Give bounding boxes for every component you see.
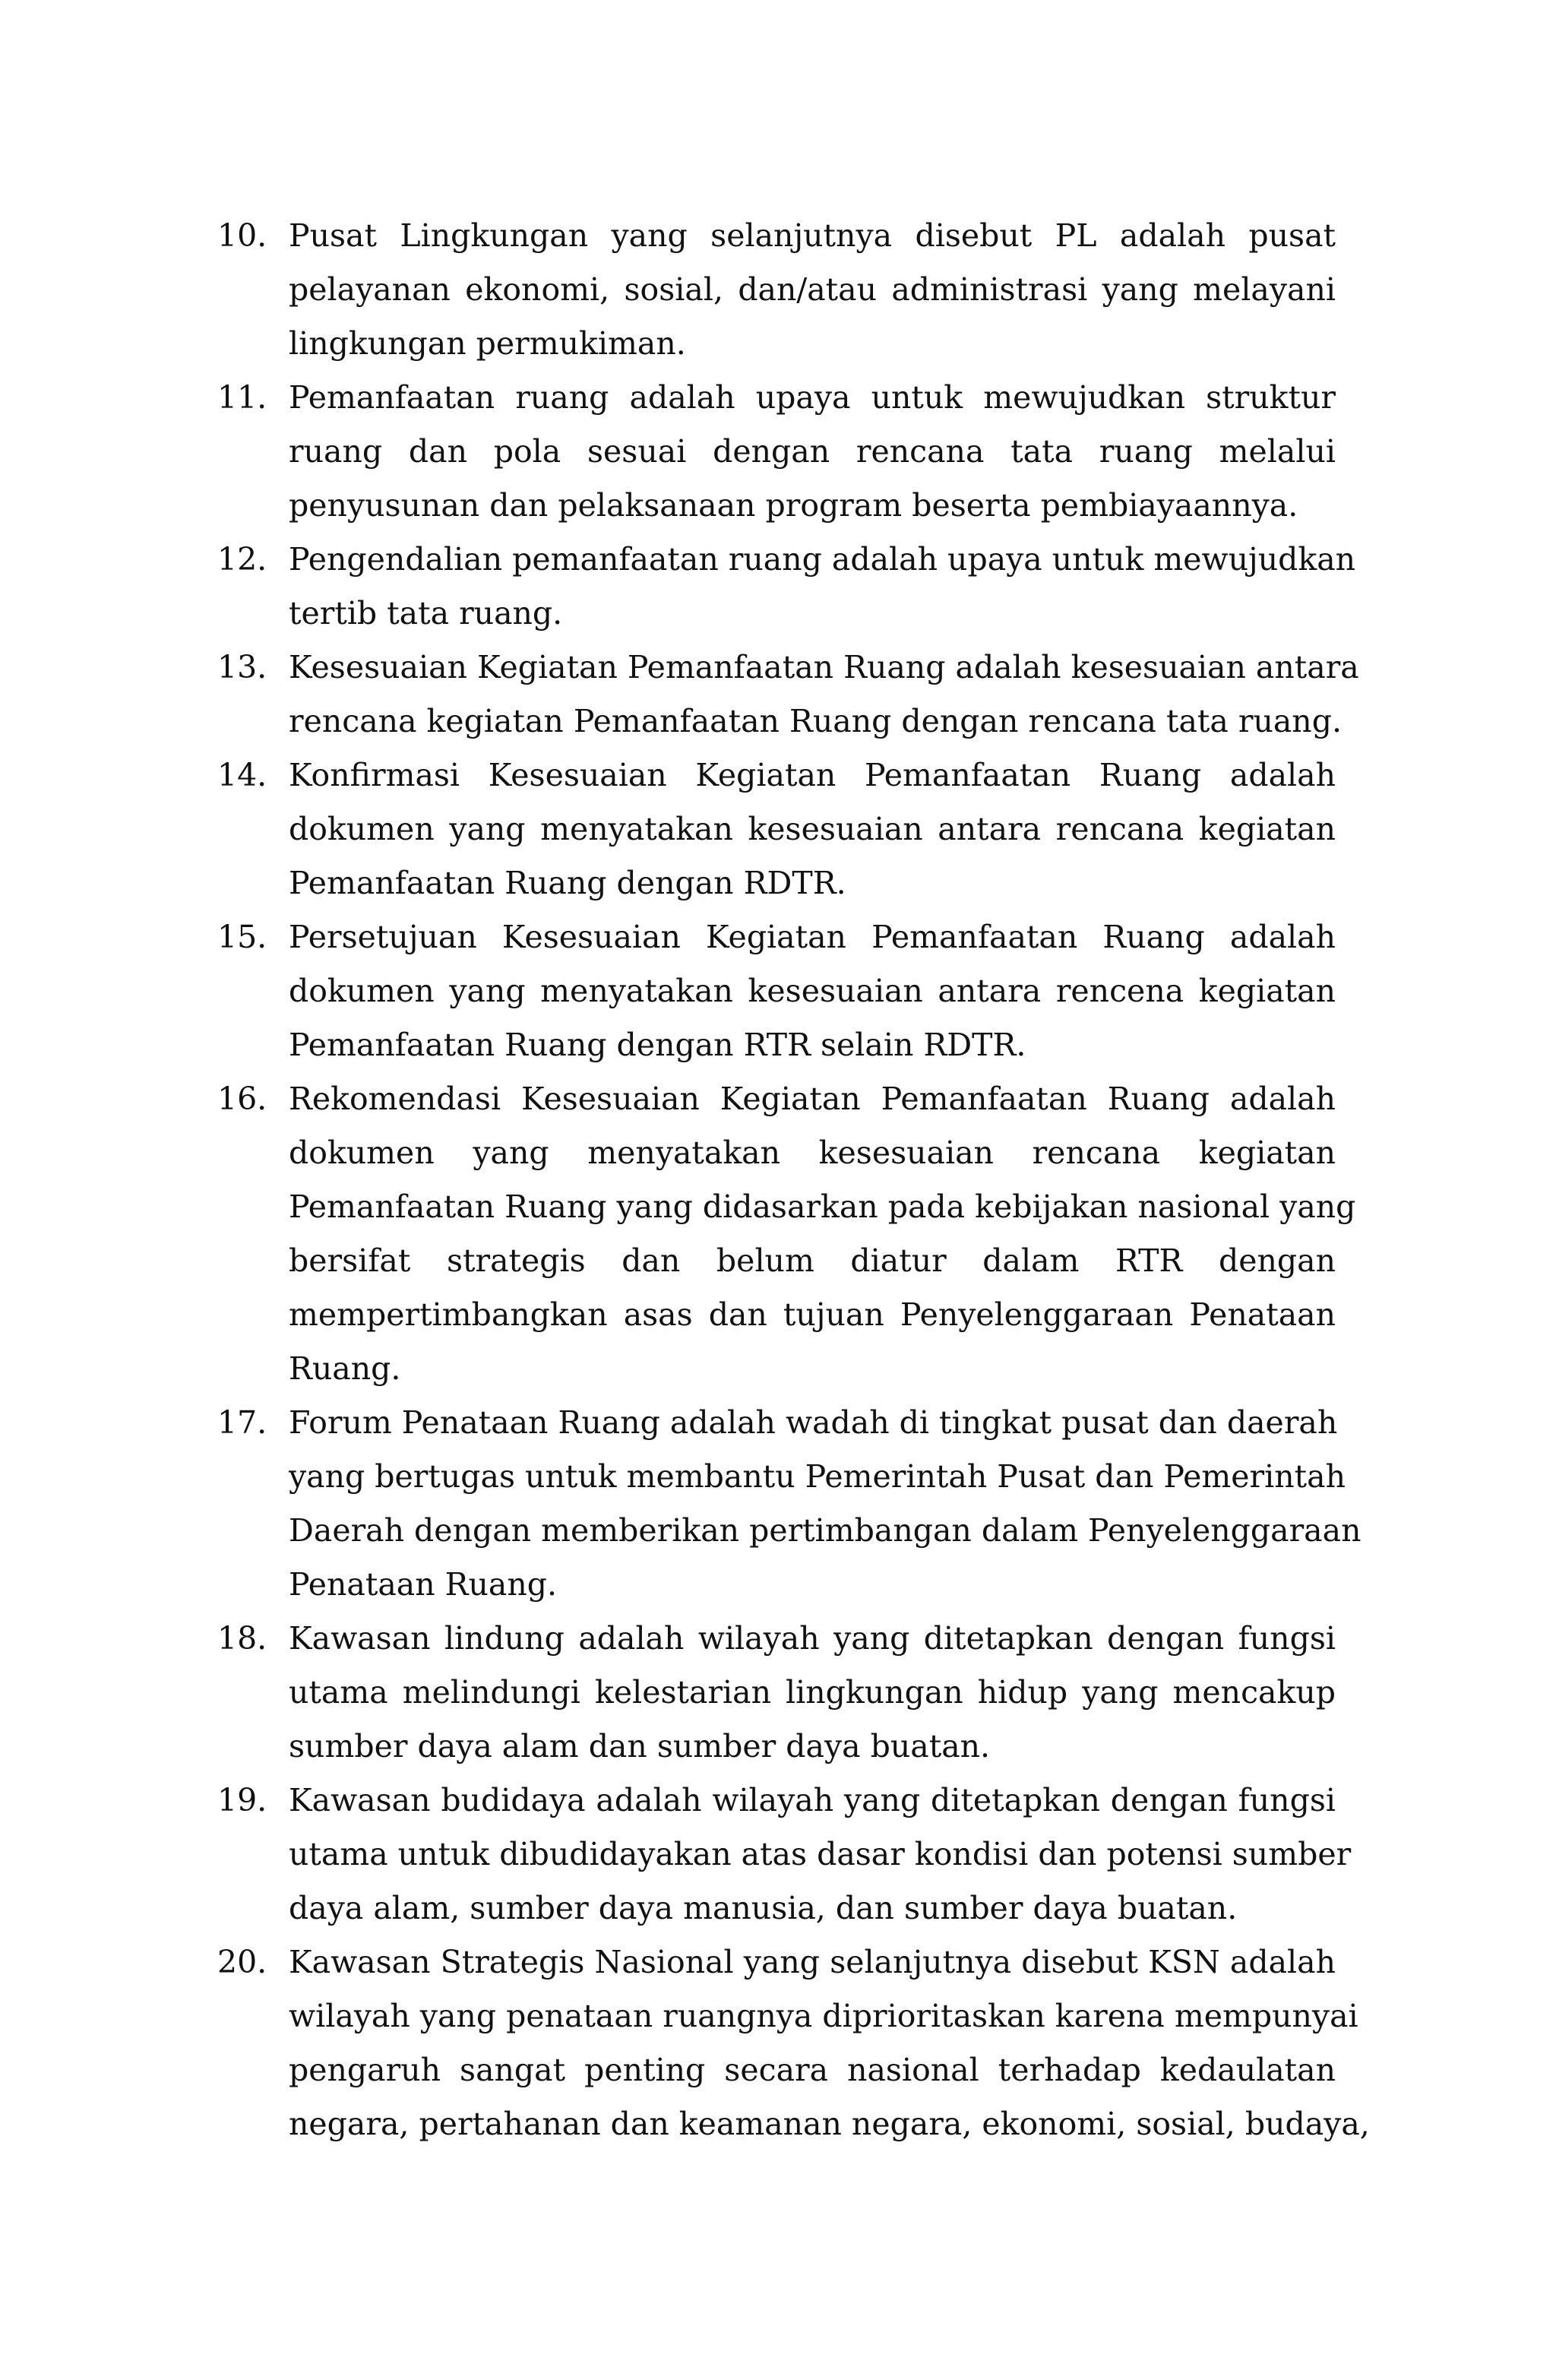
definition-item — [217, 533, 1356, 641]
item-text-line: Pemanfaatan Ruang dengan RDTR. — [289, 865, 846, 901]
definition-item — [217, 1612, 1336, 1774]
definition-item — [217, 1774, 1352, 1935]
item-text-line: dokumen yang menyatakan kesesuaian rencana kegiatan — [289, 1135, 1336, 1171]
item-text-line: yang bertugas untuk membantu Pemerintah Pusat dan Pemerintah — [289, 1458, 1346, 1495]
item-text-line: Kawasan lindung adalah wilayah yang ditetapkan dengan fungsi — [289, 1620, 1336, 1657]
definition-item — [217, 910, 1336, 1072]
item-number: 10. — [217, 217, 267, 254]
item-text-line: Konfirmasi Kesesuaian Kegiatan Pemanfaatan Ruang adalah — [289, 757, 1336, 793]
item-text-line: lingkungan permukiman. — [289, 325, 686, 362]
item-text-line: sumber daya alam dan sumber daya buatan. — [289, 1728, 991, 1764]
item-number: 19. — [217, 1782, 267, 1818]
item-text-line: Daerah dengan memberikan pertimbangan dalam Penyelenggaraan — [289, 1512, 1362, 1549]
item-number: 15. — [217, 919, 267, 955]
item-text-line: Kawasan Strategis Nasional yang selanjutnya disebut KSN adalah — [289, 1944, 1336, 1980]
item-text-line: Pemanfaatan ruang adalah upaya untuk mewujudkan struktur — [289, 379, 1336, 416]
definition-item — [217, 641, 1359, 748]
item-text-line: Ruang. — [289, 1350, 401, 1387]
item-text-line: pengaruh sangat penting secara nasional terhadap kedaulatan — [289, 2052, 1336, 2088]
item-text-line: Pemanfaatan Ruang dengan RTR selain RDTR. — [289, 1027, 1026, 1063]
item-number: 12. — [217, 541, 267, 578]
item-text-line: Kawasan budidaya adalah wilayah yang ditetapkan dengan fungsi — [289, 1782, 1336, 1818]
item-text-line: Pemanfaatan Ruang yang didasarkan pada kebijakan nasional yang — [289, 1188, 1356, 1225]
item-text-line: tertib tata ruang. — [289, 595, 563, 631]
item-number: 17. — [217, 1404, 267, 1441]
item-number: 18. — [217, 1620, 267, 1657]
item-text-line: Pengendalian pemanfaatan ruang adalah upaya untuk mewujudkan — [289, 541, 1356, 578]
definition-item — [217, 1935, 1370, 2151]
item-text-line: dokumen yang menyatakan kesesuaian antara rencena kegiatan — [289, 973, 1336, 1009]
definition-item — [217, 371, 1336, 533]
item-text-line: pelayanan ekonomi, sosial, dan/atau administrasi yang melayani — [289, 271, 1336, 308]
item-text-line: Rekomendasi Kesesuaian Kegiatan Pemanfaatan Ruang adalah — [289, 1081, 1336, 1117]
item-text-line: Pusat Lingkungan yang selanjutnya disebut PL adalah pusat — [289, 217, 1336, 254]
item-text-line: Persetujuan Kesesuaian Kegiatan Pemanfaatan Ruang adalah — [289, 919, 1336, 955]
item-text-line: rencana kegiatan Pemanfaatan Ruang dengan rencana tata ruang. — [289, 703, 1342, 739]
item-text-line: utama untuk dibudidayakan atas dasar kondisi dan potensi sumber — [289, 1836, 1352, 1872]
item-number: 13. — [217, 649, 267, 685]
item-text-line: bersifat strategis dan belum diatur dalam RTR dengan — [289, 1242, 1336, 1279]
item-text-line: Forum Penataan Ruang adalah wadah di tingkat pusat dan daerah — [289, 1404, 1338, 1441]
item-text-line: dokumen yang menyatakan kesesuaian antara rencana kegiatan — [289, 811, 1336, 847]
definition-list — [217, 209, 1370, 2151]
item-text-line: Kesesuaian Kegiatan Pemanfaatan Ruang adalah kesesuaian antara — [289, 649, 1359, 685]
definition-item — [217, 209, 1336, 371]
item-text-line: Penataan Ruang. — [289, 1566, 558, 1603]
item-text-line: mempertimbangkan asas dan tujuan Penyelenggaraan Penataan — [289, 1296, 1336, 1333]
item-number: 20. — [217, 1944, 267, 1980]
item-text-line: utama melindungi kelestarian lingkungan hidup yang mencakup — [289, 1674, 1336, 1711]
item-number: 11. — [217, 379, 267, 416]
item-number: 16. — [217, 1081, 267, 1117]
item-text-line: ruang dan pola sesuai dengan rencana tata ruang melalui — [289, 433, 1336, 470]
definition-item — [217, 1396, 1362, 1612]
item-text-line: negara, pertahanan dan keamanan negara, ekonomi, sosial, budaya, — [289, 2106, 1370, 2142]
definition-item — [217, 748, 1336, 910]
item-text-line: daya alam, sumber daya manusia, dan sumber daya buatan. — [289, 1890, 1238, 1926]
item-text-line: penyusunan dan pelaksanaan program beserta pembiayaannya. — [289, 487, 1298, 524]
item-text-line: wilayah yang penataan ruangnya diprioritaskan karena mempunyai — [289, 1998, 1358, 2034]
item-number: 14. — [217, 757, 267, 793]
definition-item — [217, 1072, 1356, 1396]
